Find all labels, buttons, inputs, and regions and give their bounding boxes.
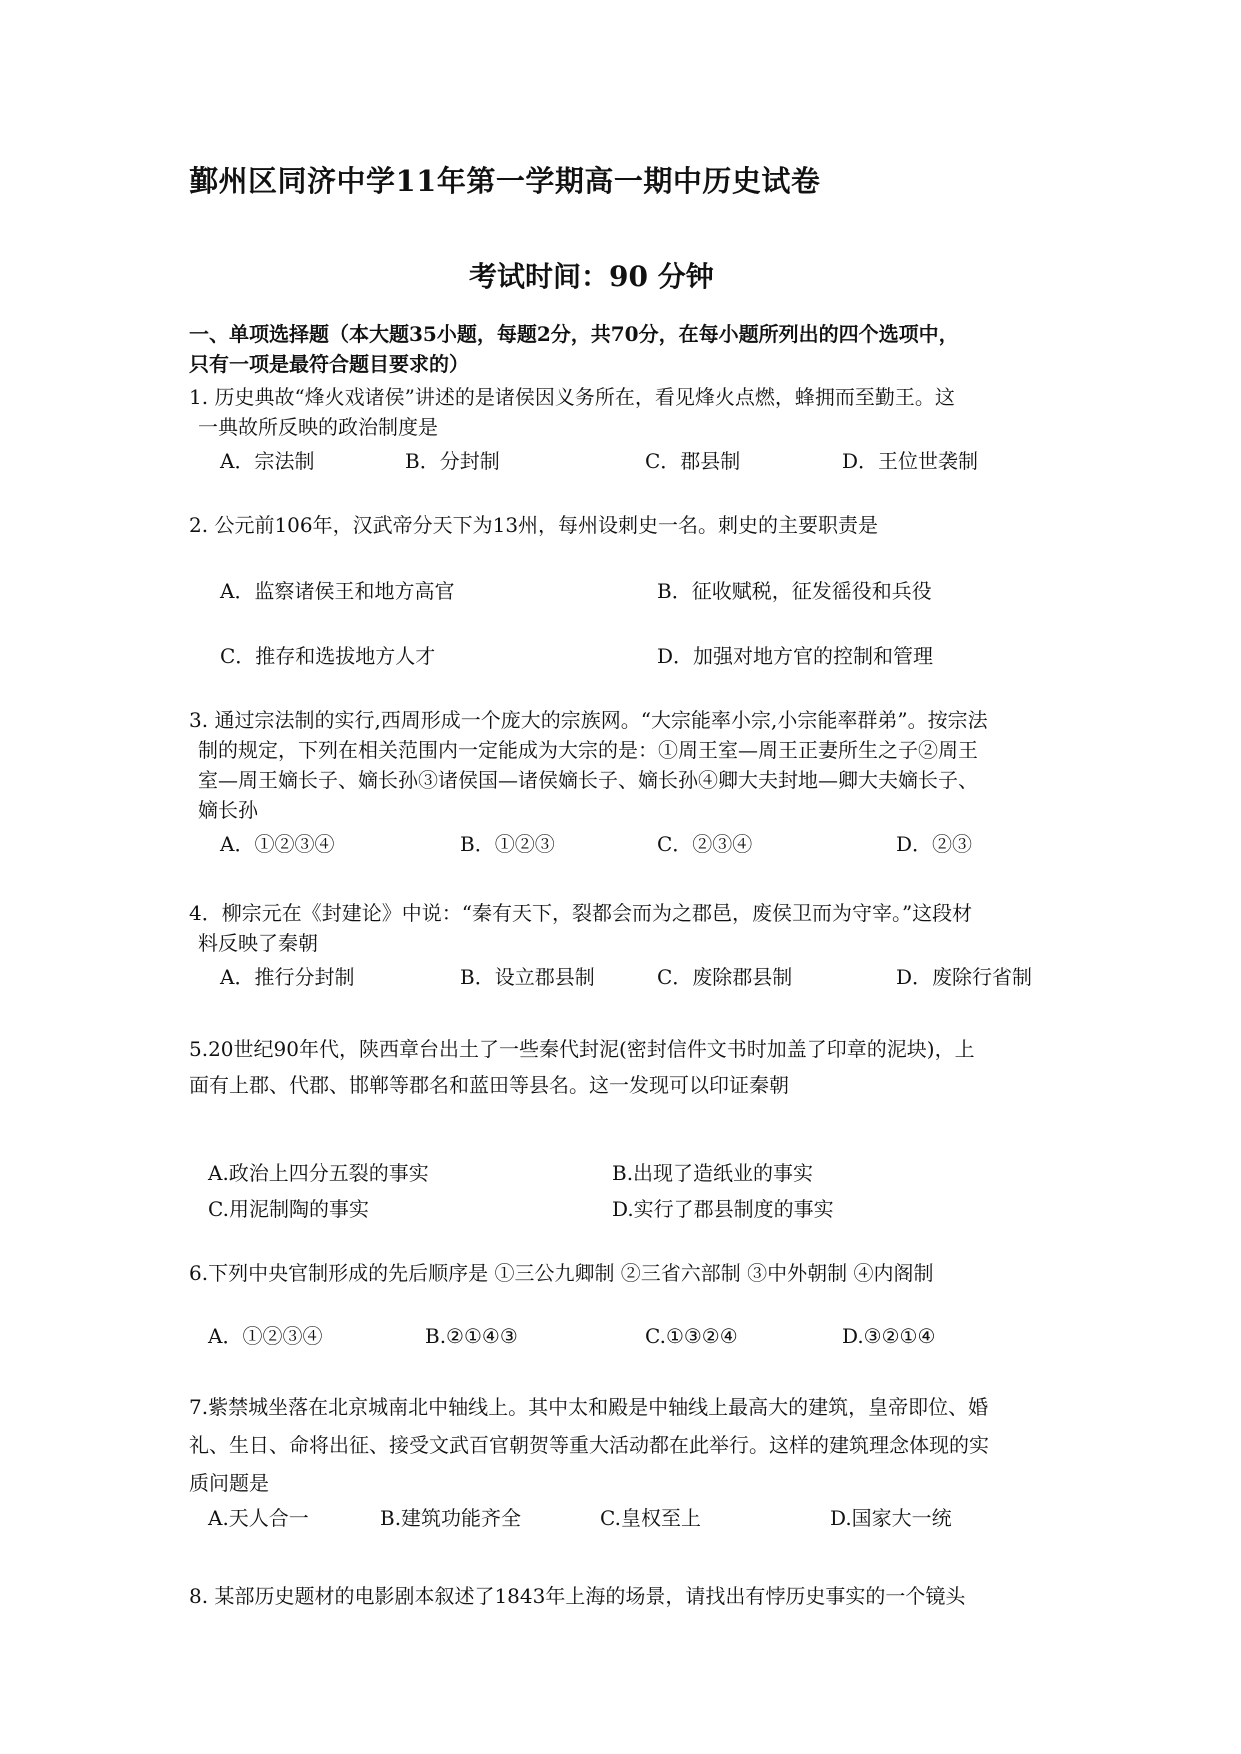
question-6-option-b: B.②①④③: [425, 1324, 518, 1348]
question-3-option-b: B．①②③: [460, 832, 555, 856]
question-3-option-a: A．①②③④: [220, 832, 335, 856]
question-3-line-1: 3. 通过宗法制的实行,西周形成一个庞大的宗族网。“大宗能率小宗,小宗能率群弟”。按宗法: [189, 708, 988, 732]
question-5-option-b: B.出现了造纸业的事实: [612, 1161, 814, 1185]
question-1-option-b: B．分封制: [405, 449, 500, 473]
question-7-line-1: 7.紫禁城坐落在北京城南北中轴线上。其中太和殿是中轴线上最高大的建筑，皇帝即位、婚: [189, 1395, 989, 1419]
question-4-option-a: A．推行分封制: [220, 965, 355, 989]
question-6-line-1: 6.下列中央官制形成的先后顺序是 ①三公九卿制 ②三省六部制 ③中外朝制 ④内阁制: [189, 1261, 934, 1285]
question-5-line-2: 面有上郡、代郡、邯郸等郡名和蓝田等县名。这一发现可以印证秦朝: [189, 1073, 789, 1097]
question-3-line-3: 室—周王嫡长子、嫡长孙③诸侯国—诸侯嫡长子、嫡长孙④卿大夫封地—卿大夫嫡长子、: [198, 768, 978, 792]
question-2-option-b: B．征收赋税，征发徭役和兵役: [657, 579, 932, 603]
question-7-option-c: C.皇权至上: [600, 1506, 701, 1530]
question-6-option-d: D.③②①④: [842, 1324, 936, 1348]
question-2-option-c: C．推存和选拔地方人才: [220, 644, 436, 668]
question-4-line-2: 料反映了秦朝: [198, 931, 318, 955]
question-3-option-d: D．②③: [896, 832, 973, 856]
question-4-option-d: D．废除行省制: [896, 965, 1033, 989]
exam-title: 鄞州区同济中学11年第一学期高一期中历史试卷: [189, 164, 821, 198]
question-2-line-1: 2. 公元前106年，汉武帝分天下为13州，每州设刺史一名。刺史的主要职责是: [189, 513, 879, 537]
question-5-option-a: A.政治上四分五裂的事实: [208, 1161, 429, 1185]
question-6-option-a: A．①②③④: [208, 1324, 323, 1348]
question-4-option-b: B．设立郡县制: [460, 965, 595, 989]
question-5-option-c: C.用泥制陶的事实: [208, 1197, 369, 1221]
question-4-line-1: 4．柳宗元在《封建论》中说：“秦有天下，裂都会而为之郡邑，废侯卫而为守宰。”这段材: [189, 901, 973, 925]
question-5-option-d: D.实行了郡县制度的事实: [612, 1197, 834, 1221]
question-4-option-c: C．废除郡县制: [657, 965, 793, 989]
section-heading: 一、单项选择题（本大题35小题，每题2分，共70分，在每小题所列出的四个选项中，: [189, 322, 959, 346]
exam-time: 考试时间：90 分钟: [469, 260, 714, 293]
question-2-option-d: D．加强对地方官的控制和管理: [657, 644, 934, 668]
question-1-option-a: A．宗法制: [220, 449, 315, 473]
question-8-line-1: 8. 某部历史题材的电影剧本叙述了1843年上海的场景，请找出有悖历史事实的一个镜头: [189, 1584, 966, 1608]
question-1-line-1: 1. 历史典故“烽火戏诸侯”讲述的是诸侯因义务所在，看见烽火点燃，蜂拥而至勤王。这: [189, 385, 955, 409]
question-1-line-2: 一典故所反映的政治制度是: [198, 415, 438, 439]
question-3-line-2: 制的规定，下列在相关范围内一定能成为大宗的是：①周王室—周王正妻所生之子②周王: [198, 738, 978, 762]
question-7-option-b: B.建筑功能齐全: [380, 1506, 522, 1530]
question-6-option-c: C.①③②④: [645, 1324, 738, 1348]
question-2-option-a: A．监察诸侯王和地方高官: [220, 579, 455, 603]
section-heading-cont: 只有一项是最符合题目要求的）: [189, 352, 469, 376]
question-3-line-4: 嫡长孙: [198, 798, 258, 822]
question-5-line-1: 5.20世纪90年代，陕西章台出土了一些秦代封泥(密封信件文书时加盖了印章的泥块)，上: [189, 1037, 975, 1061]
question-7-option-a: A.天人合一: [208, 1506, 309, 1530]
question-7-option-d: D.国家大一统: [830, 1506, 952, 1530]
question-7-line-3: 质问题是: [189, 1471, 269, 1495]
question-3-option-c: C．②③④: [657, 832, 753, 856]
question-1-option-c: C．郡县制: [645, 449, 741, 473]
question-1-option-d: D．王位世袭制: [842, 449, 979, 473]
question-7-line-2: 礼、生日、命将出征、接受文武百官朝贺等重大活动都在此举行。这样的建筑理念体现的实: [189, 1433, 989, 1457]
